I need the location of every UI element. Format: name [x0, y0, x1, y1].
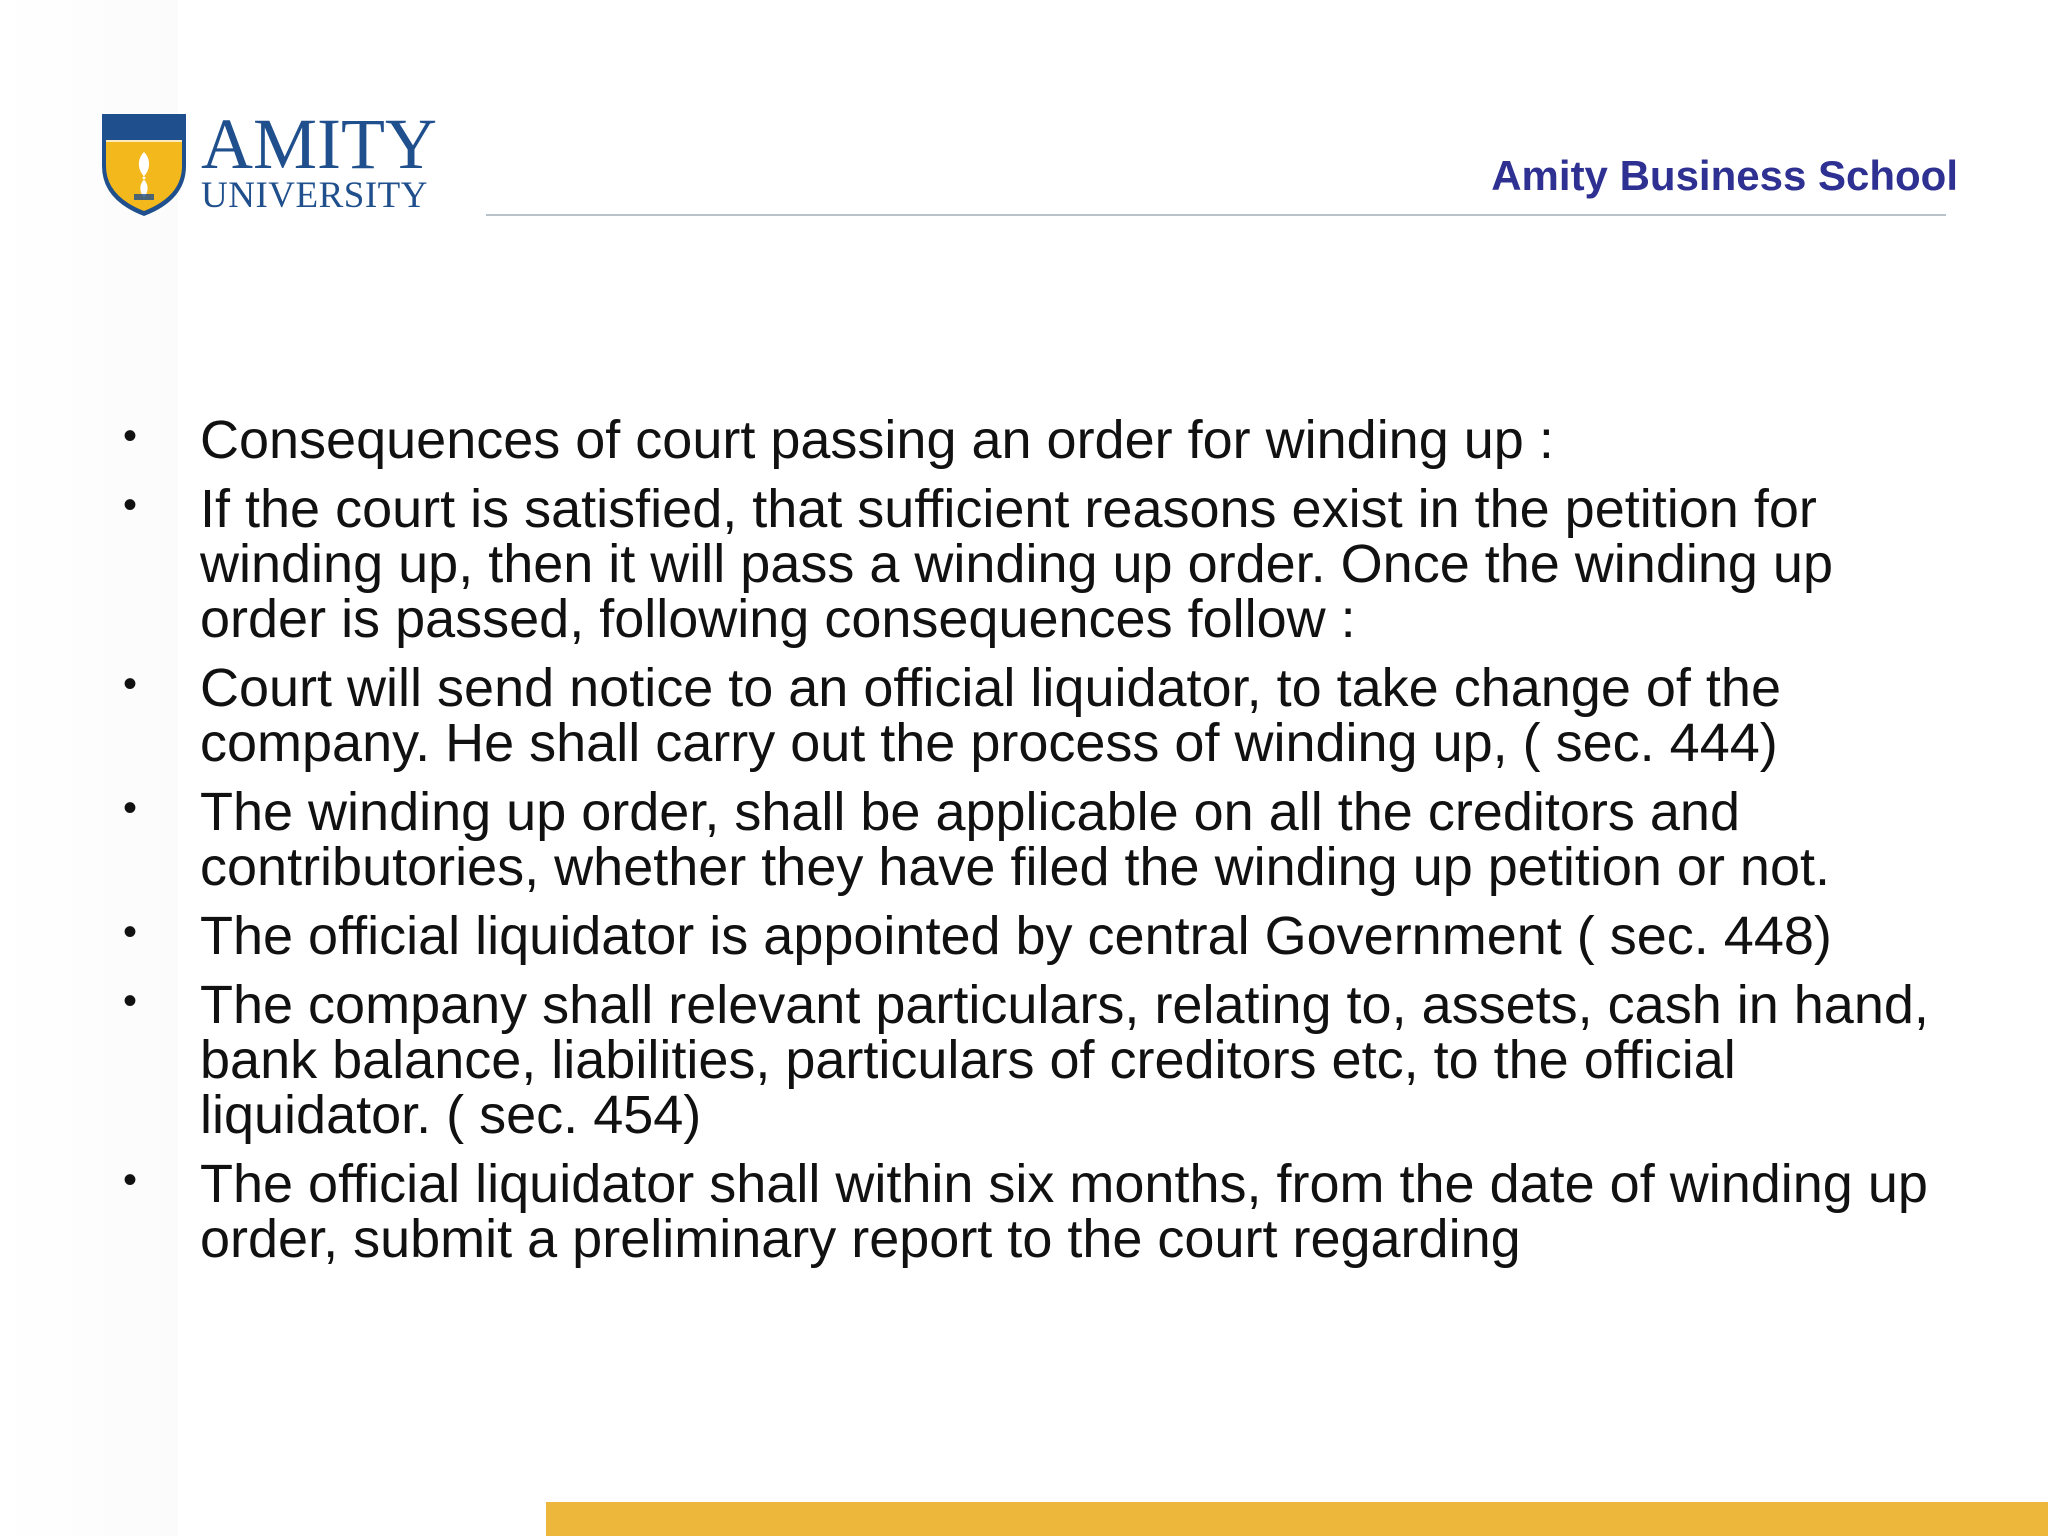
logo-wordmark-university: UNIVERSITY	[201, 175, 428, 216]
header-divider	[486, 214, 1946, 216]
list-item	[120, 782, 1950, 897]
bullet-text: The company shall relevant particulars, relating to, assets, cash in hand, bank balance, liabilities, particulars of creditors etc, to the official liquidator. ( sec. 454)	[200, 975, 1929, 1145]
bullet-icon: •	[123, 979, 138, 1023]
school-name: Amity Business School	[1491, 152, 1958, 199]
list-item	[120, 906, 1950, 966]
bullet-text: If the court is satisfied, that sufficient reasons exist in the petition for winding up, then it will pass a winding up order. Once the winding up order is passed, following consequences follow :	[200, 479, 1833, 649]
list-item	[120, 658, 1950, 773]
bullet-text: The winding up order, shall be applicable on all the creditors and contributories, whether they have filed the winding up petition or not.	[200, 782, 1830, 897]
bullet-icon: •	[123, 786, 138, 830]
bullet-icon: •	[123, 910, 138, 954]
bullet-text: Consequences of court passing an order for winding up :	[200, 410, 1554, 470]
list-item	[120, 410, 1950, 470]
bullet-icon: •	[123, 662, 138, 706]
bullet-text: Court will send notice to an official liquidator, to take change of the company. He shall carry out the process of winding up, ( sec. 444)	[200, 658, 1781, 773]
list-item	[120, 1154, 1950, 1269]
shield-icon	[98, 108, 190, 218]
bullet-icon: •	[123, 414, 138, 458]
amity-logo	[98, 104, 443, 218]
footer-band	[546, 1502, 2048, 1536]
list-item	[120, 479, 1950, 649]
list-item	[120, 975, 1950, 1145]
bullet-icon: •	[123, 483, 138, 527]
logo-wordmark-amity: AMITY	[201, 104, 437, 184]
bullet-text: The official liquidator shall within six months, from the date of winding up order, submit a preliminary report to the court regarding	[200, 1154, 1928, 1269]
bullet-text: The official liquidator is appointed by central Government ( sec. 448)	[200, 906, 1832, 966]
bullet-icon: •	[123, 1158, 138, 1202]
bullet-list	[120, 410, 1950, 1281]
